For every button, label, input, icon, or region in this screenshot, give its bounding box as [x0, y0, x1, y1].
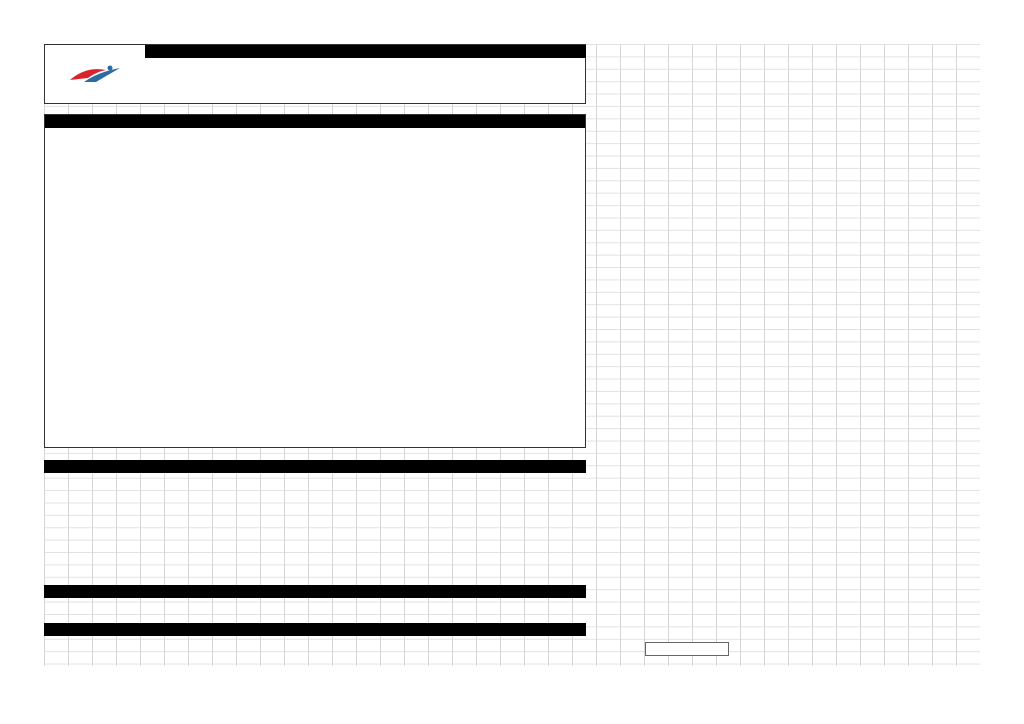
document-header — [44, 44, 586, 104]
document-titles — [145, 58, 586, 103]
commission-bar — [145, 45, 586, 58]
col-header-obligation — [301, 115, 585, 128]
animateurs-title — [44, 460, 586, 473]
extra-email-cell — [645, 642, 729, 656]
events-table-header — [45, 115, 585, 128]
ffti-logo — [45, 45, 145, 103]
events-table — [44, 114, 586, 448]
chronometreurs-title — [44, 623, 586, 636]
logo-swoosh-icon — [66, 64, 124, 84]
col-header-epreuve — [45, 115, 301, 128]
honoraires-title — [44, 585, 586, 598]
